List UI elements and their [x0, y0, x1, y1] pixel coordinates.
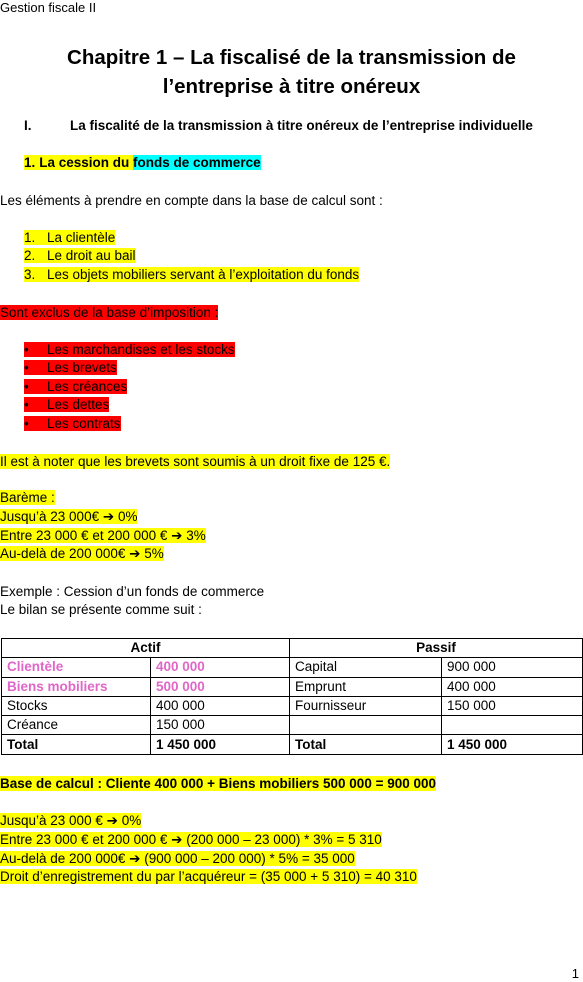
cell-passif-value: [442, 716, 583, 735]
bullet-icon: [24, 415, 47, 433]
list-item: 2. Le droit au bail: [24, 248, 136, 263]
cell-passif-value: 1 450 000: [442, 735, 583, 754]
bullet-icon: [24, 396, 47, 414]
intro-text: Les éléments à prendre en compte dans la base de calcul sont :: [0, 193, 383, 208]
list-item: 3. Les objets mobiliers servant à l’exploitation du fonds: [24, 267, 360, 282]
cell-passif-label: Emprunt: [290, 677, 442, 696]
list-item: •Les marchandises et les stocks: [24, 341, 235, 359]
list-item: 1. La clientèle: [24, 230, 116, 245]
bullet-icon: [24, 359, 47, 377]
cell-actif-value: 150 000: [151, 716, 290, 735]
arrow-right-icon: ➔: [171, 832, 183, 847]
bareme-title: Barème :: [0, 490, 55, 505]
bareme-line: Jusqu’à 23 000€ ➔ 0%: [0, 509, 138, 524]
cell-actif-label: Créance: [2, 716, 151, 735]
list-item: •Les contrats: [24, 415, 121, 433]
table-row: [2, 716, 583, 735]
document-header: Gestion fiscale II: [0, 0, 97, 15]
cell-actif-value: 500 000: [151, 677, 290, 696]
page-number: 1: [571, 966, 579, 981]
arrow-right-icon: ➔: [129, 851, 141, 866]
cell-actif-label: Total: [2, 735, 151, 754]
droit-line: Droit d’enregistrement du par l’acquéreur = (35 000 + 5 310) = 40 310: [0, 869, 417, 884]
calc-line: Au-delà de 200 000€ ➔ (900 000 – 200 000) * 5% = 35 000: [0, 851, 355, 866]
cell-actif-label: Biens mobiliers: [2, 677, 151, 696]
list-item: •Les brevets: [24, 359, 117, 377]
arrow-right-icon: ➔: [129, 546, 141, 561]
example-line-1: Exemple : Cession d’un fonds de commerce: [0, 584, 265, 599]
table-header-row: [2, 639, 583, 658]
cell-actif-label: Clientèle: [2, 658, 151, 677]
cell-actif-value: 1 450 000: [151, 735, 290, 754]
arrow-right-icon: ➔: [106, 813, 118, 828]
cell-passif-label: Fournisseur: [290, 696, 442, 715]
cell-passif-value: 900 000: [442, 658, 583, 677]
cell-passif-label: [290, 716, 442, 735]
page-title: [0, 43, 583, 101]
bullet-icon: [24, 378, 47, 396]
balance-sheet-table: [1, 638, 583, 755]
section-label: La fiscalité de la transmission à titre onéreux de l’entreprise individuelle: [70, 118, 533, 133]
cell-passif-value: 150 000: [442, 696, 583, 715]
base-calcul: Base de calcul : Cliente 400 000 + Biens mobiliers 500 000 = 900 000: [0, 776, 437, 791]
list-item: •Les dettes: [24, 396, 109, 414]
cell-passif-label: Total: [290, 735, 442, 754]
bullet-icon: [24, 341, 47, 359]
subsection-heading: [24, 154, 261, 172]
title-line-2: l’entreprise à titre onéreux: [162, 75, 421, 98]
arrow-right-icon: ➔: [102, 509, 115, 524]
list-item: •Les créances: [24, 378, 127, 396]
bareme-line: Au-delà de 200 000€ ➔ 5%: [0, 546, 164, 561]
cell-passif-label: Capital: [290, 658, 442, 677]
excluded-title: Sont exclus de la base d’imposition :: [0, 305, 219, 320]
subsection-label-highlight: fonds de commerce: [133, 155, 261, 170]
cell-actif-label: Stocks: [2, 696, 151, 715]
bareme-line: Entre 23 000 € et 200 000 € ➔ 3%: [0, 528, 206, 543]
calc-line: Entre 23 000 € et 200 000 € ➔ (200 000 – 23 000) * 3% = 5 310: [0, 832, 382, 847]
calc-line: Jusqu’à 23 000 € ➔ 0%: [0, 813, 142, 828]
cell-actif-value: 400 000: [151, 658, 290, 677]
header-passif: Passif: [290, 639, 583, 658]
section-number: I.: [24, 118, 32, 133]
title-line-1: Chapitre 1 – La fiscalisé de la transmission de: [67, 46, 516, 69]
table-row: [2, 658, 583, 677]
note-text: Il est à noter que les brevets sont soumis à un droit fixe de 125 €.: [0, 454, 391, 469]
subsection-label-prefix: La cession du: [39, 155, 134, 170]
cell-actif-value: 400 000: [151, 696, 290, 715]
table-row: [2, 696, 583, 715]
arrow-right-icon: ➔: [171, 528, 183, 543]
table-total-row: [2, 735, 583, 754]
table-row: [2, 677, 583, 696]
example-line-2: Le bilan se présente comme suit :: [0, 602, 202, 617]
subsection-number: 1.: [24, 155, 39, 170]
cell-passif-value: 400 000: [442, 677, 583, 696]
header-actif: Actif: [2, 639, 290, 658]
